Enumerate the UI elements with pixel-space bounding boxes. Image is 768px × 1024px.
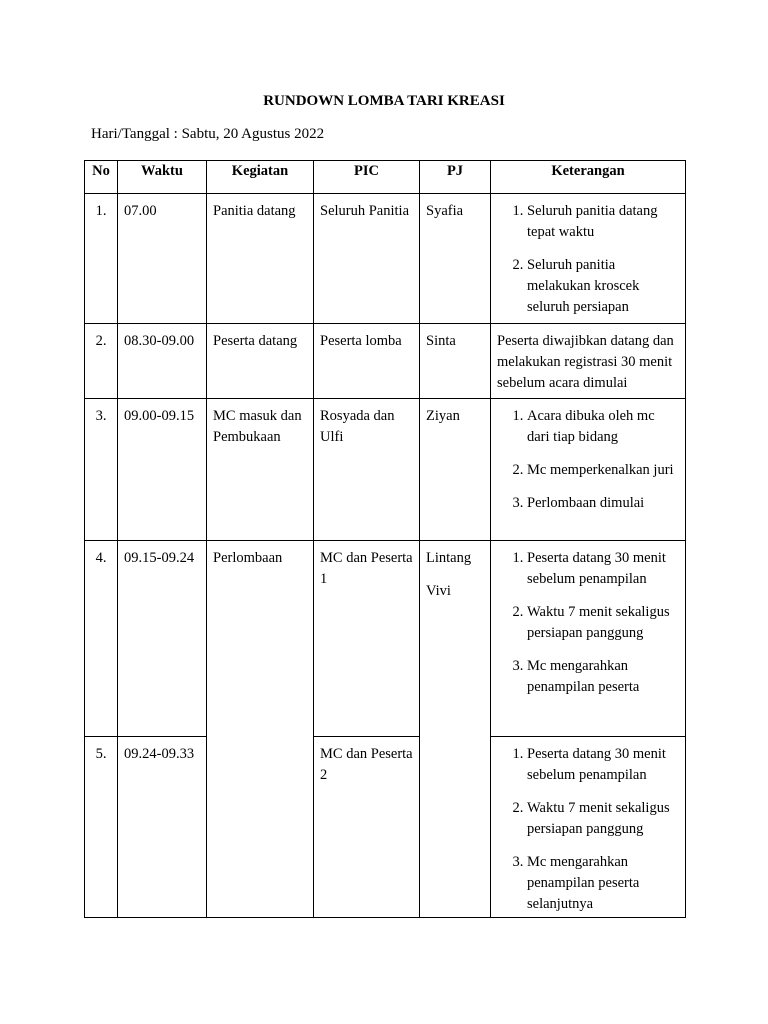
keterangan-item: 1. Acara dibuka oleh mc dari tiap bidang (527, 406, 679, 448)
cell-no: 2. (85, 324, 118, 399)
cell-waktu: 07.00 (118, 194, 207, 324)
keterangan-list (497, 201, 679, 318)
cell-keterangan (491, 194, 686, 324)
pj-name: Sinta (426, 333, 456, 349)
header-keterangan: Keterangan (491, 161, 686, 194)
cell-no: 3. (85, 399, 118, 541)
cell-pj (420, 541, 491, 918)
keterangan-list (497, 406, 679, 514)
keterangan-item: 2. Mc memperkenalkan juri (527, 460, 679, 481)
header-kegiatan: Kegiatan (207, 161, 314, 194)
rundown-table (84, 160, 686, 918)
cell-no: 4. (85, 541, 118, 737)
pj-name: Lintang (426, 550, 472, 566)
cell-pic: Peserta lomba (314, 324, 420, 399)
cell-keterangan (491, 399, 686, 541)
cell-pic: MC dan Peserta 2 (314, 737, 420, 918)
table-row (85, 194, 686, 324)
cell-pj (420, 399, 491, 541)
document-title: RUNDOWN LOMBA TARI KREASI (263, 93, 505, 109)
header-waktu: Waktu (118, 161, 207, 194)
table-row (85, 737, 686, 918)
keterangan-item: 3. Perlombaan dimulai (527, 493, 679, 514)
table-row (85, 324, 686, 399)
keterangan-item: 2. Waktu 7 menit sekaligus persiapan panggung (527, 602, 679, 644)
date-line: Hari/Tanggal : Sabtu, 20 Agustus 2022 (91, 126, 325, 142)
cell-waktu: 09.00-09.15 (118, 399, 207, 541)
keterangan-item: 2. Seluruh panitia melakukan kroscek seluruh persiapan (527, 255, 679, 318)
cell-pj (420, 324, 491, 399)
cell-waktu: 08.30-09.00 (118, 324, 207, 399)
cell-keterangan: Peserta diwajibkan datang dan melakukan registrasi 30 menit sebelum acara dimulai (491, 324, 686, 399)
pj-name: Ziyan (426, 408, 460, 424)
header-pj: PJ (420, 161, 491, 194)
cell-no: 1. (85, 194, 118, 324)
cell-no: 5. (85, 737, 118, 918)
pj-name: Syafia (426, 203, 464, 219)
cell-waktu: 09.15-09.24 (118, 541, 207, 737)
header-no: No (85, 161, 118, 194)
pj-name: Vivi (426, 583, 451, 599)
table-row (85, 541, 686, 737)
keterangan-item: 1. Peserta datang 30 menit sebelum penampilan (527, 548, 679, 590)
cell-pic: MC dan Peserta 1 (314, 541, 420, 737)
cell-keterangan (491, 541, 686, 737)
keterangan-list (497, 744, 679, 915)
keterangan-list (497, 548, 679, 698)
cell-kegiatan: Perlombaan (207, 541, 314, 918)
cell-pic: Rosyada dan Ulfi (314, 399, 420, 541)
keterangan-item: 2. Waktu 7 menit sekaligus persiapan panggung (527, 798, 679, 840)
keterangan-item: 1. Seluruh panitia datang tepat waktu (527, 201, 679, 243)
cell-kegiatan: Panitia datang (207, 194, 314, 324)
header-pic: PIC (314, 161, 420, 194)
keterangan-item: 3. Mc mengarahkan penampilan peserta (527, 656, 679, 698)
cell-kegiatan: Peserta datang (207, 324, 314, 399)
cell-pj (420, 194, 491, 324)
keterangan-item: 1. Peserta datang 30 menit sebelum penampilan (527, 744, 679, 786)
keterangan-item: 3. Mc mengarahkan penampilan peserta selanjutnya (527, 852, 679, 915)
cell-keterangan (491, 737, 686, 918)
cell-kegiatan: MC masuk dan Pembukaan (207, 399, 314, 541)
cell-waktu: 09.24-09.33 (118, 737, 207, 918)
cell-pic: Seluruh Panitia (314, 194, 420, 324)
table-header-row (85, 161, 686, 194)
table-row (85, 399, 686, 541)
